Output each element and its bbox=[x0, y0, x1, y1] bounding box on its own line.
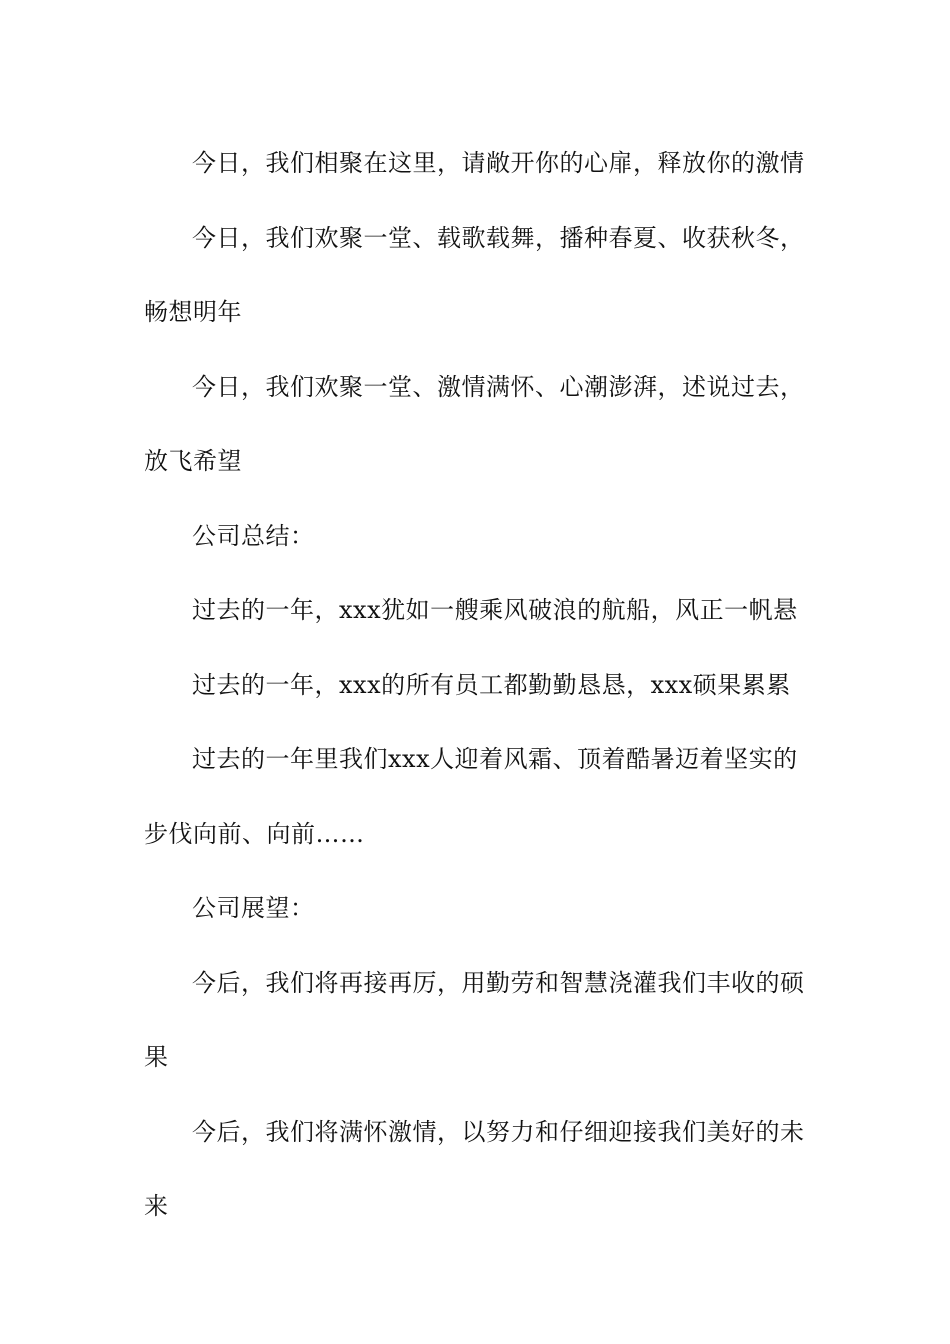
heading-company-outlook: 公司展望： bbox=[192, 894, 315, 922]
heading-company-summary: 公司总结： bbox=[192, 521, 315, 550]
paragraph-celebration-future: 今日，我们欢聚一堂、载歌载舞，播种春夏、收获秋冬，畅想明年 bbox=[144, 223, 805, 326]
paragraph-celebration-hope: 今日，我们欢聚一堂、激情满怀、心潮澎湃，述说过去，放飞希望 bbox=[144, 372, 805, 475]
paragraph-summary-employees: 过去的一年，xxx的所有员工都勤勤恳恳，xxx硕果累累 bbox=[192, 670, 791, 699]
paragraph-outlook-harvest: 今后，我们将再接再厉，用勤劳和智慧浇灌我们丰收的硕果 bbox=[144, 968, 805, 1071]
paragraph-outlook-future: 今后，我们将满怀激情，以努力和仔细迎接我们美好的未来 bbox=[144, 1117, 805, 1220]
paragraph-gathering-here: 今日，我们相聚在这里，请敞开你的心扉，释放你的激情 bbox=[192, 149, 805, 177]
paragraph-summary-progress: 过去的一年里我们xxx人迎着风霜、顶着酷暑迈着坚实的步伐向前、向前…… bbox=[144, 745, 798, 848]
paragraph-summary-ship: 过去的一年，xxx犹如一艘乘风破浪的航船，风正一帆悬 bbox=[192, 596, 798, 624]
document-body bbox=[144, 126, 806, 1244]
